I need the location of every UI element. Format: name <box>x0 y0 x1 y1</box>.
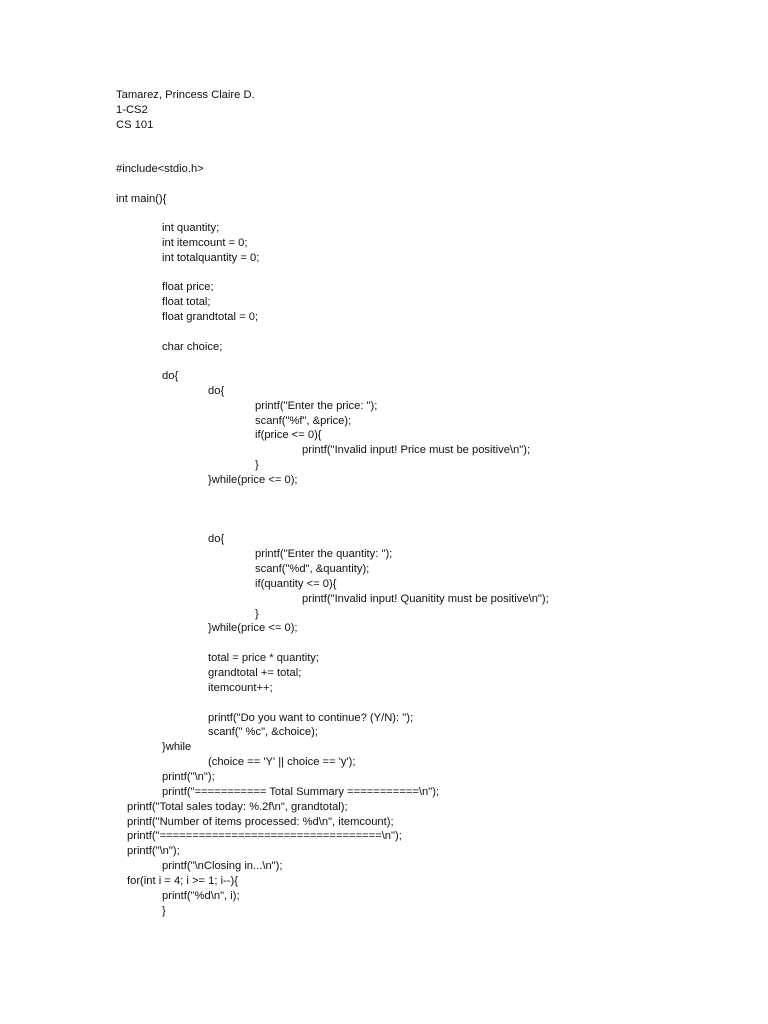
code-line: grandtotal += total; <box>208 667 302 679</box>
code-line: do{ <box>208 533 225 545</box>
code-line: printf("Number of items processed: %d\n", itemcount); <box>127 816 394 828</box>
code-line: if(quantity <= 0){ <box>255 578 337 590</box>
code-line: float price; <box>162 281 214 293</box>
code-line: int main(){ <box>116 193 167 205</box>
code-line: for(int i = 4; i >= 1; i--){ <box>127 875 238 887</box>
code-line: printf("\nClosing in...\n"); <box>162 860 283 872</box>
code-line: int totalquantity = 0; <box>162 252 260 264</box>
code-line: float total; <box>162 296 211 308</box>
course-label: CS 101 <box>116 119 154 131</box>
code-line: }while(price <= 0); <box>208 474 298 486</box>
code-line: #include<stdio.h> <box>116 163 204 175</box>
code-line: int quantity; <box>162 222 220 234</box>
code-line: do{ <box>162 370 179 382</box>
code-line: }while(price <= 0); <box>208 622 298 634</box>
code-line: } <box>255 459 259 471</box>
code-line: } <box>162 905 166 917</box>
code-line: scanf(" %c", &choice); <box>208 726 318 738</box>
code-line: printf("Invalid input! Quanitity must be positive\n"); <box>302 593 549 605</box>
code-line: } <box>255 608 259 620</box>
section-label: 1-CS2 <box>116 104 148 116</box>
code-line: scanf("%f", &price); <box>255 415 352 427</box>
code-line: printf("Enter the price: "); <box>255 400 378 412</box>
code-line: printf("==================================\n"); <box>127 830 402 842</box>
code-line: }while <box>162 741 192 753</box>
code-line: printf("%d\n", i); <box>162 890 240 902</box>
code-line: printf("Invalid input! Price must be positive\n"); <box>302 444 531 456</box>
code-line: float grandtotal = 0; <box>162 311 259 323</box>
code-line: printf("Enter the quantity: "); <box>255 548 393 560</box>
code-line: (choice == 'Y' || choice == 'y'); <box>208 756 356 768</box>
code-line: printf("\n"); <box>127 845 180 857</box>
code-line: if(price <= 0){ <box>255 429 322 441</box>
code-line: int itemcount = 0; <box>162 237 248 249</box>
code-line: char choice; <box>162 341 223 353</box>
code-line: total = price * quantity; <box>208 652 320 664</box>
author-name: Tamarez, Princess Claire D. <box>116 89 255 101</box>
code-line: do{ <box>208 385 225 397</box>
code-line: printf("\n"); <box>162 771 215 783</box>
code-line: printf("Total sales today: %.2f\n", grandtotal); <box>127 801 348 813</box>
code-line: printf("=========== Total Summary ===========\n"); <box>162 786 440 798</box>
code-line: itemcount++; <box>208 682 273 694</box>
code-line: scanf("%d", &quantity); <box>255 563 370 575</box>
code-line: printf("Do you want to continue? (Y/N): "); <box>208 712 414 724</box>
